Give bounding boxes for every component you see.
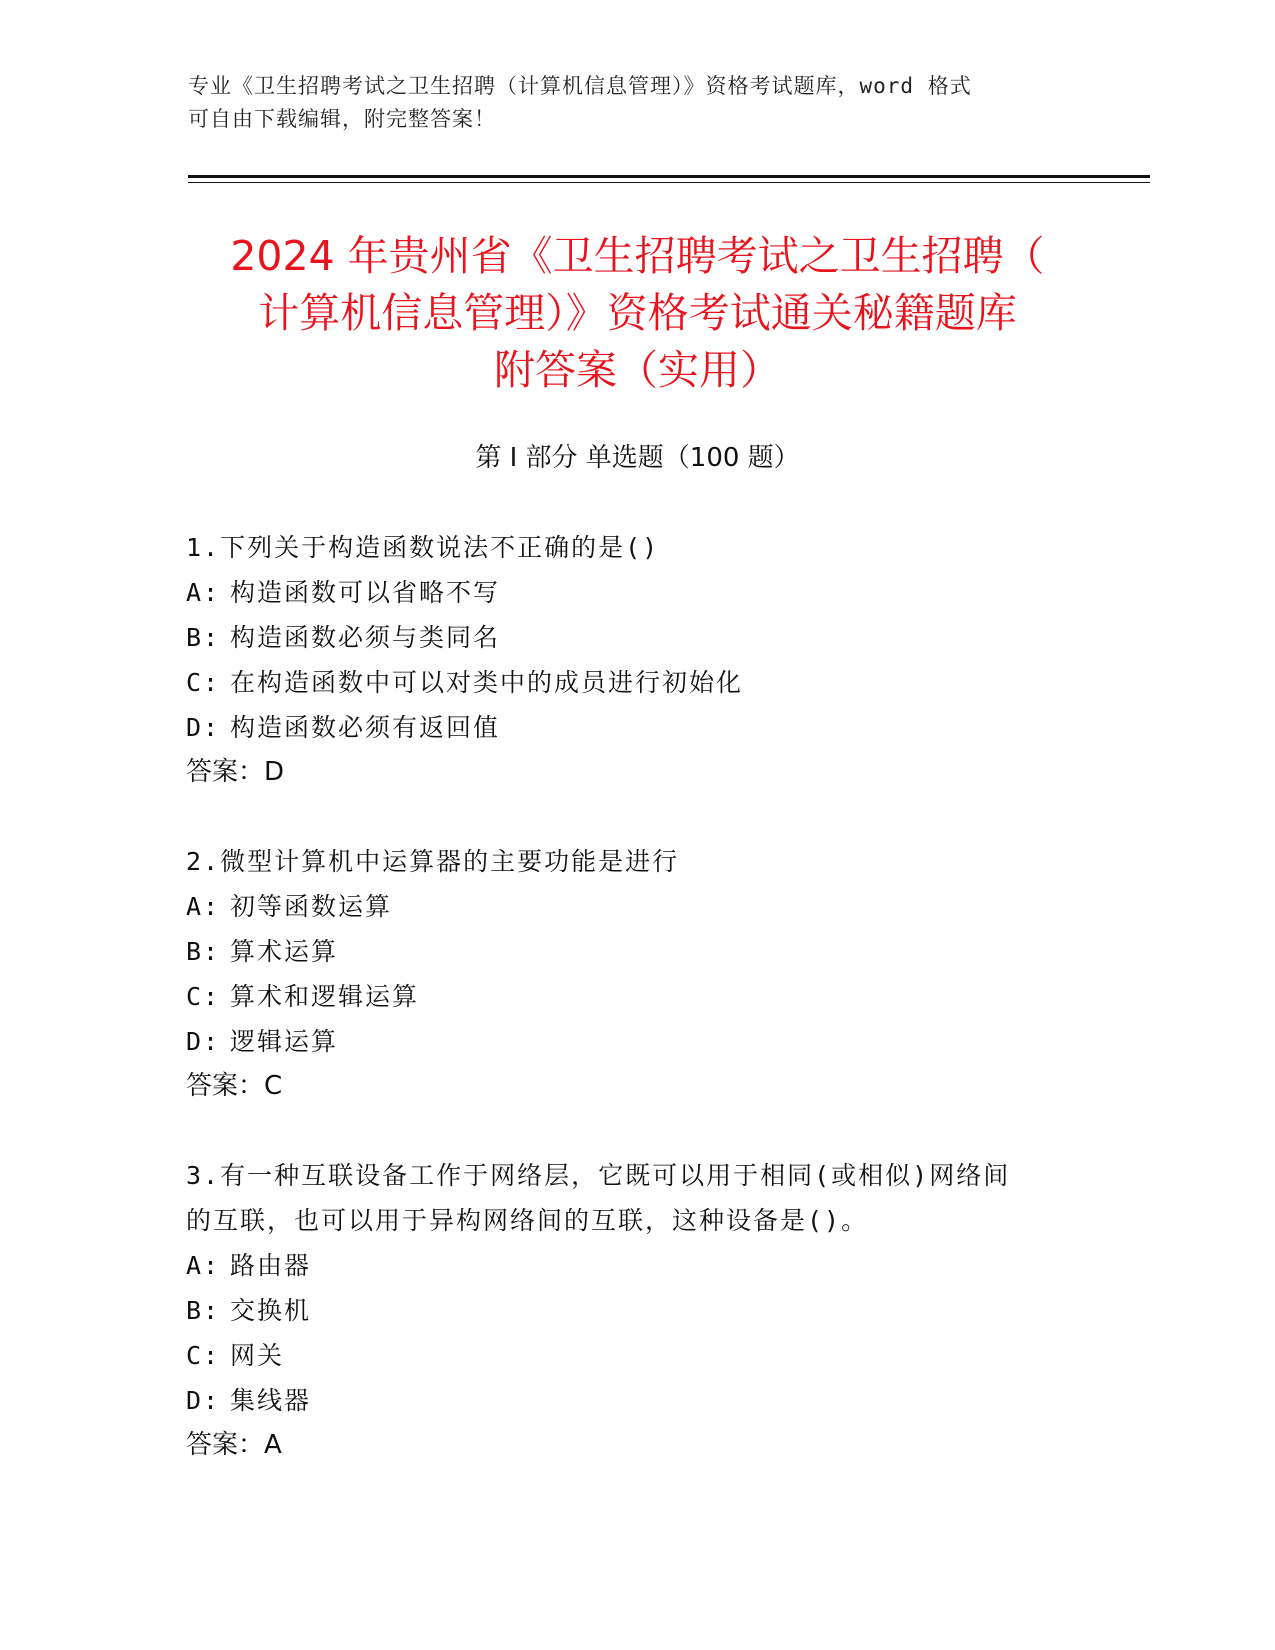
answer-option — [186, 570, 1086, 615]
answer-option — [186, 929, 1086, 974]
option-key: A: — [186, 578, 221, 607]
answer-option — [186, 1243, 1086, 1288]
answer-key: 答案：D — [186, 757, 285, 787]
option-text: 逻辑运算 — [230, 1027, 339, 1056]
option-text: 集线器 — [230, 1386, 312, 1415]
question-block — [186, 839, 1086, 1109]
option-key: B: — [186, 623, 221, 652]
option-key: C: — [186, 668, 221, 697]
answer-option — [186, 1333, 1086, 1378]
option-key: D: — [186, 1027, 221, 1056]
part-heading: 第 I 部分 单选题（100 题） — [475, 443, 800, 473]
question-text: 2.微型计算机中运算器的主要功能是进行 — [186, 847, 680, 876]
question-list — [186, 525, 1086, 1512]
answer-option — [186, 1378, 1086, 1423]
option-key: B: — [186, 937, 221, 966]
option-key: C: — [186, 982, 221, 1011]
header-note — [188, 70, 1068, 136]
header-divider-thin — [188, 182, 1150, 183]
option-text: 构造函数可以省略不写 — [230, 578, 501, 607]
option-text: 构造函数必须有返回值 — [230, 713, 501, 742]
option-text: 算术运算 — [230, 937, 339, 966]
answer-option — [186, 1019, 1086, 1064]
option-text: 在构造函数中可以对类中的成员进行初始化 — [230, 668, 744, 697]
option-key: C: — [186, 1341, 221, 1370]
option-text: 初等函数运算 — [230, 892, 393, 921]
answer-option — [186, 884, 1086, 929]
title-line: 2024 年贵州省《卫生招聘考试之卫生招聘（ — [230, 232, 1045, 280]
title-line: 附答案（实用） — [494, 346, 781, 394]
option-key: D: — [186, 1386, 221, 1415]
option-text: 路由器 — [230, 1251, 312, 1280]
header-note-line: 专业《卫生招聘考试之卫生招聘（计算机信息管理）》资格考试题库，word 格式 — [188, 74, 972, 98]
option-key: A: — [186, 1251, 221, 1280]
question-block — [186, 1153, 1086, 1468]
answer-key: 答案：A — [186, 1430, 282, 1460]
question-text: 3.有一种互联设备工作于网络层，它既可以用于相同(或相似)网络间 — [186, 1161, 1011, 1190]
option-text: 算术和逻辑运算 — [230, 982, 420, 1011]
answer-option — [186, 660, 1086, 705]
header-note-line: 可自由下载编辑，附完整答案！ — [188, 107, 496, 131]
answer-option — [186, 705, 1086, 750]
answer-option — [186, 615, 1086, 660]
option-text: 网关 — [230, 1341, 285, 1370]
question-block — [186, 525, 1086, 795]
answer-option — [186, 1288, 1086, 1333]
option-text: 交换机 — [230, 1296, 312, 1325]
option-key: B: — [186, 1296, 221, 1325]
question-text: 的互联，也可以用于异构网络间的互联，这种设备是()。 — [186, 1206, 869, 1235]
document-title — [150, 228, 1125, 399]
question-text: 1.下列关于构造函数说法不正确的是() — [186, 533, 660, 562]
header-divider-thick — [188, 175, 1150, 178]
title-line: 计算机信息管理）》资格考试通关秘籍题库 — [258, 289, 1017, 337]
option-key: D: — [186, 713, 221, 742]
option-key: A: — [186, 892, 221, 921]
answer-option — [186, 974, 1086, 1019]
option-text: 构造函数必须与类同名 — [230, 623, 501, 652]
answer-key: 答案：C — [186, 1071, 283, 1101]
